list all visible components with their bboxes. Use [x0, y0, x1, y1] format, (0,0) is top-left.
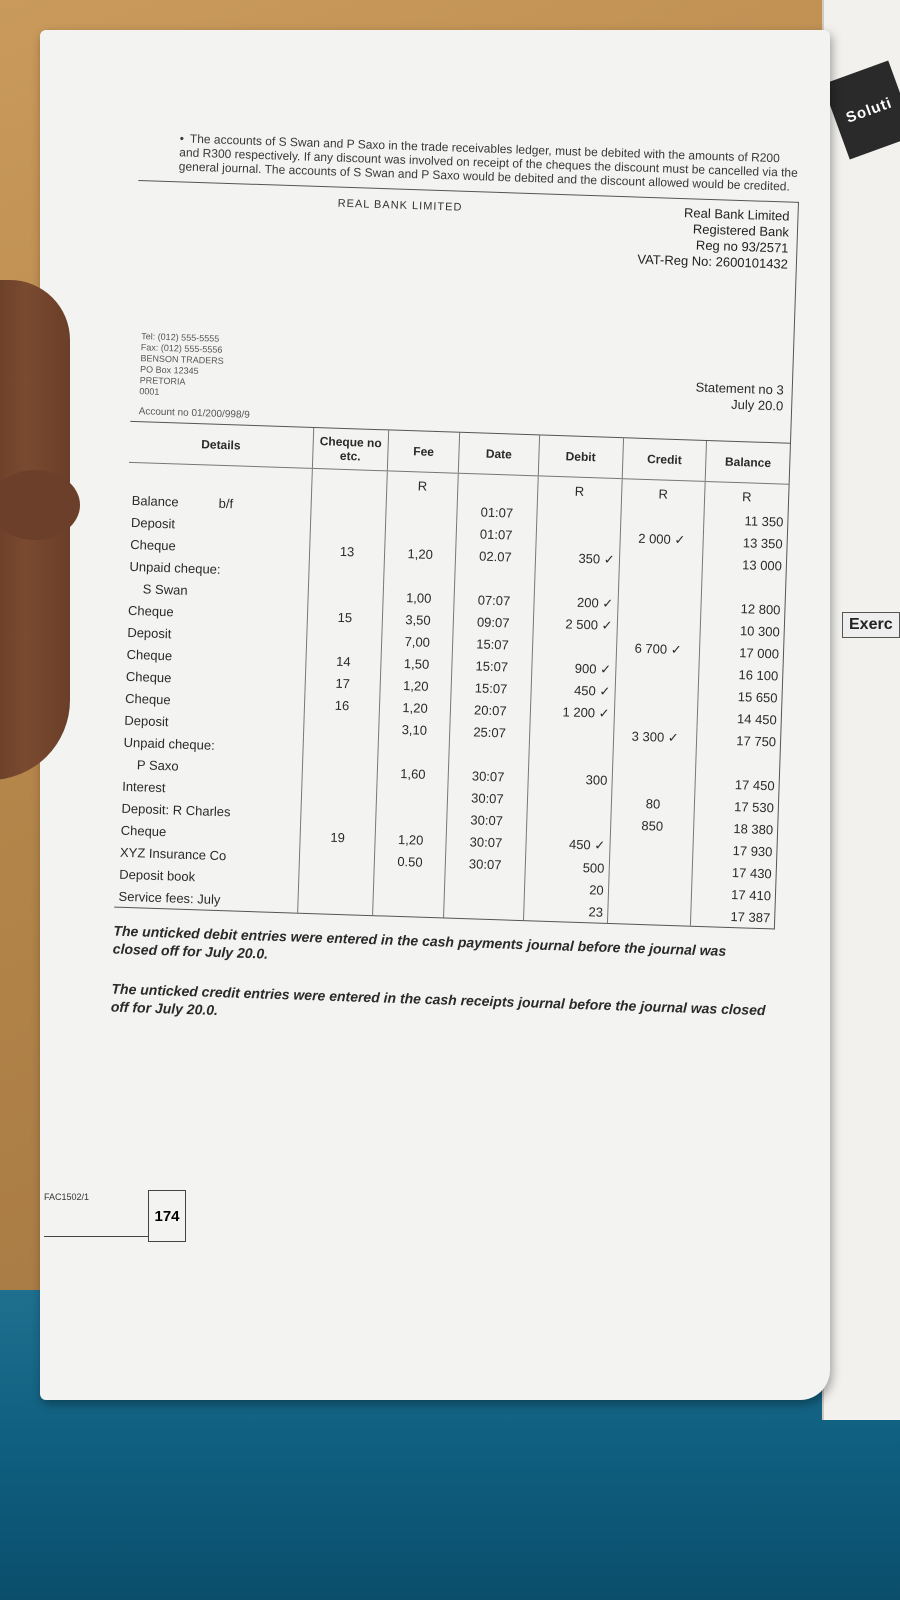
- cell-cheque: [299, 825, 375, 849]
- bank-details: [637, 204, 790, 273]
- note-credit: The unticked credit entries were entered in the cash receipts journal before the journal was closed off for July 20.0.: [110, 980, 766, 1019]
- debit-value: 200 ✓: [576, 594, 614, 611]
- cell-credit: [617, 593, 701, 618]
- fee-value: 1,20: [402, 699, 429, 716]
- cell-credit: [607, 901, 691, 926]
- cell-balance: [692, 860, 776, 885]
- details-value: Deposit book: [119, 866, 196, 884]
- balance-value: 10 300: [739, 622, 780, 639]
- bank-statement: [114, 180, 799, 930]
- cell-cheque: [301, 781, 377, 805]
- cell-balance: [697, 728, 781, 753]
- balance-value: 17 000: [739, 644, 780, 661]
- cell-cheque: [299, 847, 375, 871]
- balance-value: 13 350: [742, 534, 783, 552]
- cell-details: [114, 885, 298, 913]
- date-value: 15:07: [476, 635, 510, 653]
- bank-registered: Registered Bank: [692, 221, 790, 240]
- cell-debit: [525, 854, 609, 879]
- date-value: 30:07: [470, 789, 504, 806]
- cell-date: [449, 720, 530, 745]
- debit-value: 450 ✓: [568, 836, 606, 853]
- account-number: Account no 01/200/998/9: [138, 406, 250, 421]
- brought-forward: b/f: [218, 495, 234, 511]
- cell-date: [450, 698, 531, 723]
- debit-value: 900 ✓: [574, 660, 612, 677]
- details-value: XYZ Insurance Co: [119, 844, 227, 863]
- cell-credit: [608, 879, 692, 904]
- cell-debit: [533, 612, 617, 637]
- balance-value: 17 430: [731, 864, 772, 881]
- cell-debit: [536, 524, 620, 549]
- cheque-value: 19: [330, 829, 346, 845]
- fee-value: 1,00: [405, 589, 432, 606]
- client-fax: Fax: (012) 555-5556: [140, 342, 223, 355]
- credit-value: 6 700 ✓: [634, 640, 682, 658]
- cell-date: [456, 522, 537, 547]
- cell-balance: [691, 904, 775, 929]
- cell-cheque: [310, 495, 386, 519]
- cell-debit: [532, 634, 616, 659]
- cell-fee: [382, 629, 453, 653]
- cell-cheque: [302, 737, 378, 761]
- fee-value: 1,20: [397, 831, 424, 848]
- cell-balance: [692, 882, 776, 907]
- date-value: 30:07: [468, 855, 502, 872]
- statement-table: [114, 422, 790, 929]
- date-value: 30:07: [471, 767, 505, 784]
- intro-text: The accounts of S Swan and P Saxo in the trade receivables ledger, must be debited with the amounts of R200 and R300 respectively. If any discount was involved on receipt of the cheques the discount must be cancelled via the general journal. The accounts of S Swan and P Saxo would be debited and the discount allowed would be credited.: [178, 131, 798, 194]
- statement-period: July 20.0: [730, 396, 784, 414]
- client-city: PRETORIA: [139, 375, 186, 387]
- cell-credit: [615, 659, 699, 684]
- details-value: Unpaid cheque:: [123, 734, 215, 753]
- details-value: P Saxo: [136, 756, 179, 774]
- cell-date: [457, 500, 538, 525]
- balance-value: 15 650: [737, 688, 778, 705]
- cell-debit: [531, 678, 615, 703]
- cell-credit: [617, 615, 701, 640]
- cell-fee: [382, 607, 453, 631]
- book-page: [40, 30, 830, 1400]
- debit-value: 2 500 ✓: [565, 616, 613, 633]
- details-value: Deposit: [124, 712, 169, 729]
- cell-fee: [379, 695, 450, 719]
- cell-fee: [376, 805, 447, 829]
- cell-cheque: [297, 891, 373, 915]
- cheque-value: 14: [335, 653, 351, 669]
- credit-value: 3 300 ✓: [631, 728, 679, 746]
- bank-name: Real Bank Limited: [683, 205, 790, 224]
- cell-credit: [613, 725, 697, 750]
- debit-value: 20: [588, 881, 604, 898]
- balance-value: 17 930: [732, 842, 773, 859]
- date-value: 15:07: [474, 679, 508, 696]
- exercise-tab: Exerc: [842, 612, 900, 638]
- cell-debit: [534, 568, 618, 593]
- bank-vat: VAT-Reg No: 2600101432: [637, 251, 789, 272]
- statement-number: [695, 380, 784, 415]
- cell-balance: [694, 816, 778, 841]
- details-value: Cheque: [124, 690, 171, 707]
- fee-value: 3,10: [401, 721, 428, 738]
- cell-debit: [536, 502, 620, 527]
- credit-value: 850: [641, 817, 664, 834]
- balance-value: 17 530: [733, 798, 775, 815]
- fee-value: 7,00: [404, 633, 431, 650]
- debit-value: 1 200 ✓: [562, 704, 610, 721]
- cell-date: [454, 588, 535, 613]
- cell-credit: [614, 703, 698, 728]
- cell-date: [455, 544, 536, 569]
- cell-cheque: [303, 715, 379, 739]
- cell-credit: [620, 505, 704, 530]
- cell-fee: [373, 893, 444, 917]
- date-value: 01:07: [480, 504, 514, 521]
- details-value: Cheque: [120, 822, 167, 839]
- date-value: 25:07: [473, 723, 507, 740]
- cell-credit: [618, 571, 702, 596]
- fee-value: 1,20: [402, 677, 429, 694]
- cell-balance: [695, 794, 779, 819]
- cell-credit: [611, 769, 695, 794]
- cell-fee: [386, 497, 457, 521]
- cell-date: [443, 896, 524, 921]
- cell-date: [452, 654, 533, 679]
- fee-value: 3,50: [405, 611, 431, 628]
- cell-debit: [530, 700, 614, 725]
- cell-balance: [704, 508, 788, 533]
- cheque-value: 16: [334, 697, 350, 713]
- details-value: Interest: [121, 778, 166, 795]
- fee-value: 1,20: [407, 545, 434, 562]
- details-value: Cheque: [126, 646, 173, 663]
- bullet-icon: •: [179, 131, 185, 146]
- debit-value: 350 ✓: [578, 550, 615, 567]
- cell-debit: [529, 722, 613, 747]
- cell-cheque: [300, 803, 376, 827]
- cell-cheque: [308, 561, 384, 585]
- cell-fee: [385, 519, 456, 543]
- details-value: Unpaid cheque:: [129, 558, 221, 577]
- cell-balance: [703, 530, 787, 555]
- cell-fee: [377, 761, 448, 785]
- details-value: Balance: [131, 492, 179, 509]
- col-credit: Credit: [622, 438, 707, 481]
- debit-value: 23: [588, 903, 604, 920]
- cell-debit: [528, 766, 612, 791]
- cell-credit: [619, 549, 703, 574]
- details-value: Service fees: July: [118, 888, 221, 907]
- col-fee: Fee: [388, 430, 460, 473]
- cell-credit: [612, 747, 696, 772]
- balance-currency: R: [705, 481, 789, 510]
- cell-date: [451, 676, 532, 701]
- cell-debit: [531, 656, 615, 681]
- cell-date: [446, 830, 527, 855]
- cheque-value: 13: [339, 543, 355, 559]
- details-value: Cheque: [127, 602, 174, 619]
- cell-fee: [381, 651, 452, 675]
- cell-credit: [614, 681, 698, 706]
- cell-balance: [695, 772, 779, 797]
- cell-fee: [379, 717, 450, 741]
- cell-credit: [611, 791, 695, 816]
- note-debit: The unticked debit entries were entered in the cash payments journal before the journal was closed off for July 20.0.: [112, 922, 727, 962]
- balance-value: 17 387: [730, 908, 771, 925]
- cell-date: [452, 632, 533, 657]
- cell-credit: [609, 835, 693, 860]
- balance-value: 18 380: [733, 820, 774, 837]
- statement-header: [130, 181, 798, 444]
- cell-fee: [377, 783, 448, 807]
- footer-rule: [44, 1236, 148, 1237]
- details-value: Deposit: [130, 514, 176, 531]
- cell-debit: [523, 898, 607, 923]
- cell-debit: [535, 546, 619, 571]
- cell-fee: [378, 739, 449, 763]
- cell-balance: [696, 750, 780, 775]
- credit-value: 2 000 ✓: [638, 530, 686, 548]
- col-balance: Balance: [706, 441, 790, 484]
- col-cheque: Cheque no etc.: [312, 428, 389, 471]
- cell-date: [445, 852, 526, 877]
- cell-cheque: [309, 539, 385, 563]
- date-value: 30:07: [470, 811, 504, 828]
- cell-date: [454, 566, 535, 591]
- col-date: Date: [458, 433, 539, 476]
- details-value: Deposit: R Charles: [121, 800, 231, 819]
- date-value: 09:07: [476, 613, 510, 631]
- cell-credit: [610, 813, 694, 838]
- cell-balance: [702, 574, 786, 599]
- cell-debit: [526, 832, 610, 857]
- cell-cheque: [298, 869, 374, 893]
- date-value: 15:07: [475, 657, 509, 674]
- client-tel: Tel: (012) 555-5555: [140, 331, 220, 344]
- notes: [111, 922, 774, 1038]
- balance-value: 14 450: [736, 710, 778, 727]
- cell-balance: [693, 838, 777, 863]
- cell-debit: [524, 876, 608, 901]
- debit-value: 500: [582, 859, 605, 876]
- adjacent-page: [822, 0, 900, 1420]
- col-details: Details: [201, 437, 241, 453]
- cell-fee: [384, 563, 455, 587]
- cell-fee: [375, 827, 446, 851]
- cell-balance: [697, 706, 781, 731]
- cell-cheque: [307, 583, 383, 607]
- solutions-tab: Soluti: [822, 60, 900, 159]
- cell-date: [453, 610, 534, 635]
- date-value: 30:07: [469, 833, 503, 850]
- cell-balance: [700, 640, 784, 665]
- cell-balance: [701, 596, 785, 621]
- cell-balance: [698, 684, 782, 709]
- page-content: [110, 130, 820, 1060]
- cell-fee: [374, 849, 445, 873]
- fee-value: 1,50: [403, 655, 430, 672]
- cell-cheque: [307, 605, 383, 629]
- cell-date: [444, 874, 525, 899]
- cell-balance: [703, 552, 787, 577]
- balance-value: 17 750: [736, 732, 777, 749]
- cheque-value: 15: [337, 609, 353, 625]
- client-address: [139, 331, 225, 400]
- cell-debit: [526, 810, 610, 835]
- debit-value: 450 ✓: [573, 682, 611, 699]
- cell-credit: [616, 637, 700, 662]
- cell-debit: [527, 788, 611, 813]
- details-value: Cheque: [125, 668, 172, 685]
- cell-cheque: [305, 649, 381, 673]
- date-value: 07:07: [477, 591, 511, 609]
- client-box: PO Box 12345: [139, 364, 199, 377]
- debit-value: 300: [585, 771, 608, 788]
- cell-cheque: [302, 759, 378, 783]
- date-value: 02.07: [478, 547, 512, 565]
- client-name: BENSON TRADERS: [140, 353, 224, 366]
- cell-cheque: [310, 517, 386, 541]
- module-code: FAC1502/1: [44, 1192, 90, 1202]
- credit-currency: R: [621, 479, 706, 508]
- cell-balance: [699, 662, 783, 687]
- details-value: Cheque: [130, 536, 177, 553]
- cell-date: [448, 764, 529, 789]
- cell-fee: [383, 585, 454, 609]
- client-code: 0001: [139, 386, 160, 397]
- statement-no: Statement no 3: [695, 379, 784, 398]
- cell-cheque: [306, 627, 382, 651]
- details-value: Deposit: [127, 624, 172, 641]
- balance-value: 17 450: [734, 776, 775, 793]
- balance-value: 11 350: [744, 512, 784, 530]
- balance-value: 12 800: [740, 600, 781, 617]
- cell-debit: [528, 744, 612, 769]
- col-debit: Debit: [538, 435, 623, 478]
- debit-currency: R: [537, 476, 622, 505]
- cell-debit: [534, 590, 618, 615]
- cheque-value: 17: [335, 675, 351, 691]
- cell-fee: [380, 673, 451, 697]
- balance-value: 17 410: [730, 886, 772, 903]
- cell-fee: [385, 541, 456, 565]
- cell-cheque: [305, 671, 381, 695]
- details-value: S Swan: [142, 580, 188, 598]
- bank-name-center: REAL BANK LIMITED: [337, 197, 463, 214]
- bank-reg-no: Reg no 93/2571: [695, 237, 789, 256]
- balance-value: 13 000: [741, 556, 783, 574]
- credit-value: 80: [645, 795, 661, 812]
- date-value: 20:07: [473, 701, 507, 718]
- fee-currency: R: [387, 471, 458, 500]
- cell-cheque: [304, 693, 380, 717]
- cell-date: [447, 786, 528, 811]
- page-number: 174: [148, 1190, 186, 1242]
- cell-date: [449, 742, 530, 767]
- cell-credit: [609, 857, 693, 882]
- cell-date: [446, 808, 527, 833]
- cell-balance: [700, 618, 784, 643]
- cell-fee: [374, 871, 445, 895]
- cell-credit: [620, 527, 704, 552]
- date-value: 01:07: [479, 525, 513, 543]
- balance-value: 16 100: [738, 666, 779, 683]
- fee-value: 1,60: [400, 765, 426, 782]
- fee-value: 0.50: [397, 853, 423, 870]
